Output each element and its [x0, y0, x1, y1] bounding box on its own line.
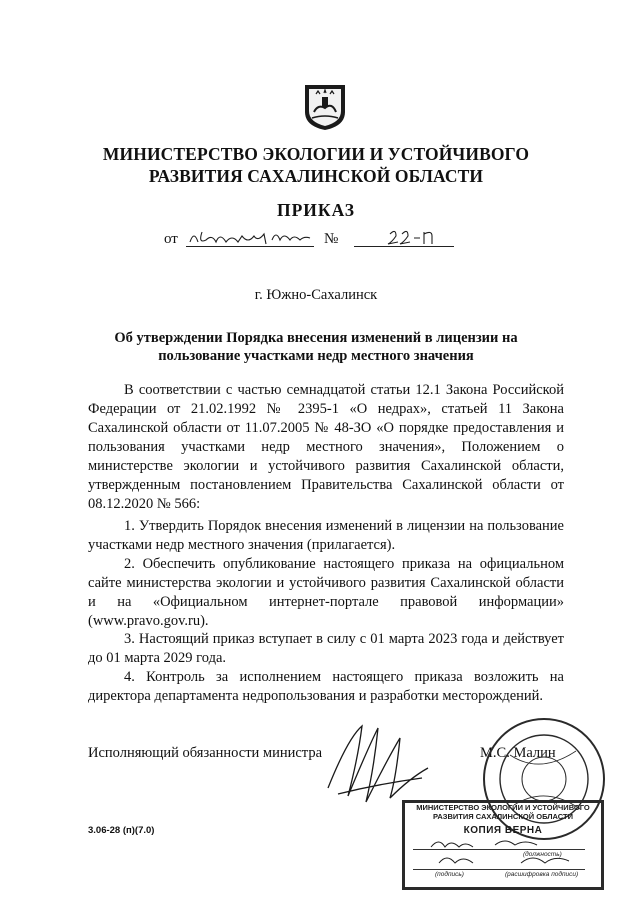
stamp-caption-signature: (подпись): [435, 871, 464, 878]
handwritten-date: [186, 222, 314, 252]
order-title: ПРИКАЗ: [276, 200, 356, 220]
document-code: 3.06-28 (п)(7.0): [88, 825, 155, 836]
item-1-paragraph: 1. Утвердить Порядок внесения изменений в лицензии на пользование участками недр местного значения (прилагается).: [88, 518, 564, 553]
signer-name: М.С. Малин: [480, 745, 556, 761]
ministry-line-2: РАЗВИТИЯ САХАЛИНСКОЙ ОБЛАСТИ: [148, 166, 484, 186]
number-underline: [354, 246, 454, 247]
coat-of-arms-icon: [302, 82, 348, 132]
stamp-header: МИНИСТЕРСТВО ЭКОЛОГИИ И УСТОЙЧИВОГО РАЗВИТИЯ САХАЛИНСКОЙ ОБЛАСТИ: [416, 803, 590, 821]
item-4-paragraph: 4. Контроль за исполнением настоящего приказа возложить на директора департамента недропользования и разработки месторождений.: [88, 669, 564, 704]
number-label: №: [324, 231, 339, 247]
item-2-paragraph: 2. Обеспечить опубликование настоящего приказа на официальном сайте министерства экологии и устойчивого развития Сахалинской области и на «Официальном интернет-портале правовой информации» (www.pravo.gov.ru).: [88, 556, 564, 629]
stamp-handwriting: [425, 833, 585, 869]
ministry-header: [0, 143, 632, 187]
date-underline: [186, 246, 314, 247]
stamp-caption-position: (должность): [523, 851, 562, 858]
city-line: г. Южно-Сахалинск: [254, 287, 378, 303]
order-date-number-row: [164, 228, 464, 252]
signer-position: Исполняющий обязанности министра: [88, 745, 323, 761]
preamble-paragraph: В соответствии с частью семнадцатой статьи 12.1 Закона Российской Федерации от 21.02.1992 № 2395-1 «О недрах», статьей 11 Закона Сахалинской области от 11.07.2005 № 48-ЗО «О порядке предоставления и пользования участками недр местного значения», Положением о министерстве экологии и устойчивого развития Сахалинской области, утвержденным постановлением Правительства Сахалинской области от 08.12.2020 № 566:: [88, 382, 564, 512]
date-label: от: [164, 231, 178, 247]
stamp-caption-decode: (расшифровка подписи): [505, 871, 579, 878]
ministry-line-1: МИНИСТЕРСТВО ЭКОЛОГИИ И УСТОЙЧИВОГО: [102, 144, 530, 164]
subject-line-2: пользование участками недр местного значения: [158, 348, 474, 364]
certified-copy-stamp: [402, 800, 604, 890]
order-subject: [100, 329, 532, 365]
stamp-signature-line: [413, 869, 585, 870]
stamp-copy-true: КОПИЯ ВЕРНА: [463, 825, 543, 836]
subject-line-1: Об утверждении Порядка внесения изменений в лицензии на: [114, 330, 518, 346]
handwritten-number: [354, 222, 454, 252]
item-3-paragraph: 3. Настоящий приказ вступает в силу с 01 марта 2023 года и действует до 01 марта 2029 года.: [88, 631, 564, 666]
handwritten-signature: [318, 718, 438, 813]
